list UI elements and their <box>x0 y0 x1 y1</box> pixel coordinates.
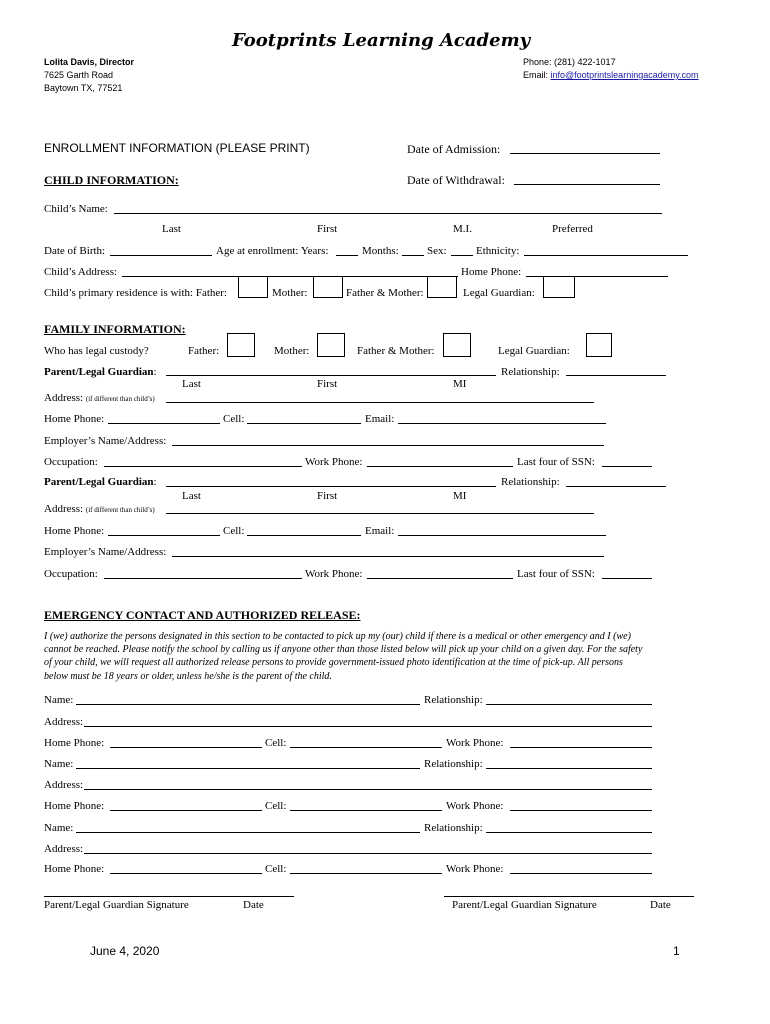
parent1-relationship-label: Relationship: <box>501 366 560 378</box>
sub-label-mi: M.I. <box>453 223 472 235</box>
parent1-relationship-field[interactable] <box>566 375 666 376</box>
residence-father-mother-checkbox[interactable] <box>427 276 457 298</box>
child-address-label: Child’s Address: <box>44 266 118 278</box>
parent2-label: Parent/Legal Guardian: <box>44 476 157 488</box>
date-admission-field[interactable] <box>510 153 660 154</box>
custody-father-checkbox[interactable] <box>227 333 255 357</box>
contact3-relationship-field[interactable] <box>486 832 652 833</box>
signature-date-label-2: Date <box>650 899 671 911</box>
contact2-name-field[interactable] <box>76 768 420 769</box>
residence-mother-checkbox[interactable] <box>313 276 343 298</box>
parent1-home-phone-field[interactable] <box>108 423 220 424</box>
contact3-cell-field[interactable] <box>290 873 442 874</box>
parent2-employer-label: Employer’s Name/Address: <box>44 546 167 558</box>
parent1-home-phone-label: Home Phone: <box>44 413 105 425</box>
phone-number: Phone: (281) 422-1017 <box>523 57 616 67</box>
contact1-address-field[interactable] <box>84 726 652 727</box>
enrollment-heading: ENROLLMENT INFORMATION (PLEASE PRINT) <box>44 141 310 155</box>
email-label: Email: <box>523 70 551 80</box>
parent1-cell-label: Cell: <box>223 413 245 425</box>
age-years-field[interactable] <box>336 255 358 256</box>
contact2-relationship-label: Relationship: <box>424 758 483 770</box>
parent1-sub-first: First <box>317 378 338 390</box>
contact3-name-label: Name: <box>44 822 74 834</box>
contact3-work-phone-label: Work Phone: <box>446 863 504 875</box>
parent2-home-phone-field[interactable] <box>108 535 220 536</box>
parent1-sub-last: Last <box>182 378 201 390</box>
date-withdrawal-field[interactable] <box>514 184 660 185</box>
contact1-home-phone-label: Home Phone: <box>44 737 105 749</box>
parent1-ssn-label: Last four of SSN: <box>517 456 595 468</box>
contact2-address-label: Address: <box>44 779 84 791</box>
custody-label: Who has legal custody? <box>44 345 149 357</box>
parent1-email-label: Email: <box>365 413 395 425</box>
child-name-label: Child’s Name: <box>44 203 108 215</box>
contact1-cell-label: Cell: <box>265 737 287 749</box>
contact2-work-phone-label: Work Phone: <box>446 800 504 812</box>
contact2-relationship-field[interactable] <box>486 768 652 769</box>
custody-mother-checkbox[interactable] <box>317 333 345 357</box>
parent2-cell-label: Cell: <box>223 525 245 537</box>
contact3-home-phone-label: Home Phone: <box>44 863 105 875</box>
dob-field[interactable] <box>110 255 212 256</box>
residence-father-mother-label: Father & Mother: <box>346 287 424 299</box>
sub-label-first: First <box>317 223 338 235</box>
parent2-work-phone-label: Work Phone: <box>305 568 363 580</box>
parent2-email-label: Email: <box>365 525 395 537</box>
parent1-work-phone-label: Work Phone: <box>305 456 363 468</box>
page-number: 1 <box>673 944 680 958</box>
parent2-address-field[interactable] <box>166 513 594 514</box>
contact1-work-phone-label: Work Phone: <box>446 737 504 749</box>
contact1-relationship-field[interactable] <box>486 704 652 705</box>
ethnicity-label: Ethnicity: <box>476 245 520 257</box>
emergency-heading: EMERGENCY CONTACT AND AUTHORIZED RELEASE: <box>44 608 361 622</box>
contact1-home-phone-field[interactable] <box>110 747 262 748</box>
sub-label-last: Last <box>162 223 181 235</box>
sex-label: Sex: <box>427 245 447 257</box>
contact1-cell-field[interactable] <box>290 747 442 748</box>
parent1-ssn-field[interactable] <box>602 466 652 467</box>
parent2-work-phone-field[interactable] <box>367 578 513 579</box>
contact2-cell-label: Cell: <box>265 800 287 812</box>
address-line-1: 7625 Garth Road <box>44 70 114 80</box>
signature-line-1[interactable] <box>44 896 294 897</box>
email-line <box>523 69 699 81</box>
parent2-cell-field[interactable] <box>247 535 361 536</box>
parent1-employer-label: Employer’s Name/Address: <box>44 435 167 447</box>
parent1-label: Parent/Legal Guardian: <box>44 366 157 378</box>
custody-guardian-label: Legal Guardian: <box>498 345 570 357</box>
signature-label-2: Parent/Legal Guardian Signature <box>452 899 597 911</box>
custody-mother-label: Mother: <box>274 345 310 357</box>
months-label: Months: <box>362 245 399 257</box>
dob-label: Date of Birth: <box>44 245 106 257</box>
contact2-home-phone-label: Home Phone: <box>44 800 105 812</box>
parent2-email-field[interactable] <box>398 535 606 536</box>
parent1-address-label: Address: (if different than child’s) <box>44 392 155 404</box>
parent2-sub-last: Last <box>182 490 201 502</box>
parent1-cell-field[interactable] <box>247 423 361 424</box>
parent1-sub-mi: MI <box>453 378 467 390</box>
signature-line-2[interactable] <box>444 896 694 897</box>
contact2-name-label: Name: <box>44 758 74 770</box>
child-name-field[interactable] <box>114 213 662 214</box>
contact1-address-label: Address: <box>44 716 84 728</box>
contact3-address-field[interactable] <box>84 853 652 854</box>
footer-date: June 4, 2020 <box>90 944 160 958</box>
residence-label: Child’s primary residence is with: Father: <box>44 287 227 299</box>
parent2-occupation-label: Occupation: <box>44 568 98 580</box>
parent2-ssn-field[interactable] <box>602 578 652 579</box>
parent1-employer-field[interactable] <box>172 445 604 446</box>
parent2-sub-first: First <box>317 490 338 502</box>
age-label: Age at enrollment: Years: <box>216 245 329 257</box>
parent1-name-field[interactable] <box>166 375 496 376</box>
months-field[interactable] <box>402 255 424 256</box>
contact3-home-phone-field[interactable] <box>110 873 262 874</box>
date-admission-label: Date of Admission: <box>407 142 501 156</box>
residence-mother-label: Mother: <box>272 287 308 299</box>
parent1-email-field[interactable] <box>398 423 606 424</box>
contact2-home-phone-field[interactable] <box>110 810 262 811</box>
parent2-employer-field[interactable] <box>172 556 604 557</box>
signature-date-label-1: Date <box>243 899 264 911</box>
contact2-cell-field[interactable] <box>290 810 442 811</box>
parent2-name-field[interactable] <box>166 486 496 487</box>
page-title: Footprints Learning Academy <box>232 30 531 51</box>
parent1-occupation-label: Occupation: <box>44 456 98 468</box>
custody-guardian-checkbox[interactable] <box>586 333 612 357</box>
contact3-cell-label: Cell: <box>265 863 287 875</box>
emergency-paragraph-4: below must be 18 years or older, unless he/she is the parent of the child. <box>44 671 332 682</box>
family-info-heading: FAMILY INFORMATION: <box>44 322 186 336</box>
address-line-2: Baytown TX, 77521 <box>44 83 123 93</box>
parent2-home-phone-label: Home Phone: <box>44 525 105 537</box>
contact1-name-field[interactable] <box>76 704 420 705</box>
parent1-occupation-field[interactable] <box>104 466 302 467</box>
contact3-work-phone-field[interactable] <box>510 873 652 874</box>
parent2-relationship-label: Relationship: <box>501 476 560 488</box>
parent2-relationship-field[interactable] <box>566 486 666 487</box>
signature-label-1: Parent/Legal Guardian Signature <box>44 899 189 911</box>
contact3-address-label: Address: <box>44 843 84 855</box>
emergency-paragraph-3: of your child, we will request all authorized release persons to provide government-issued photo identification at the time of pick-up. All persons <box>44 657 623 668</box>
contact2-work-phone-field[interactable] <box>510 810 652 811</box>
custody-father-mother-checkbox[interactable] <box>443 333 471 357</box>
parent2-sub-mi: MI <box>453 490 467 502</box>
email-link[interactable]: info@footprintslearningacademy.com <box>550 70 699 80</box>
parent2-address-label: Address: (if different than child’s) <box>44 503 155 515</box>
contact1-relationship-label: Relationship: <box>424 694 483 706</box>
child-info-heading: CHILD INFORMATION: <box>44 173 179 187</box>
parent1-work-phone-field[interactable] <box>367 466 513 467</box>
emergency-paragraph-2: cannot be reached. Please notify the school by calling us if anyone other than those listed below will pick up your child on a given day. For the safety <box>44 644 643 655</box>
director-name: Lolita Davis, Director <box>44 57 135 67</box>
ethnicity-field[interactable] <box>524 255 688 256</box>
residence-guardian-checkbox[interactable] <box>543 276 575 298</box>
contact3-relationship-label: Relationship: <box>424 822 483 834</box>
contact1-name-label: Name: <box>44 694 74 706</box>
emergency-paragraph-1: I (we) authorize the persons designated in this section to be contacted to pick up my (our) child if there is a medical or other emergency and I (we) <box>44 631 631 642</box>
date-withdrawal-label: Date of Withdrawal: <box>407 173 505 187</box>
custody-father-label: Father: <box>188 345 220 357</box>
parent1-address-field[interactable] <box>166 402 594 403</box>
contact1-work-phone-field[interactable] <box>510 747 652 748</box>
residence-father-checkbox[interactable] <box>238 276 268 298</box>
residence-guardian-label: Legal Guardian: <box>463 287 535 299</box>
custody-father-mother-label: Father & Mother: <box>357 345 435 357</box>
parent2-ssn-label: Last four of SSN: <box>517 568 595 580</box>
sub-label-preferred: Preferred <box>552 223 593 235</box>
sex-field[interactable] <box>451 255 473 256</box>
contact3-name-field[interactable] <box>76 832 420 833</box>
child-home-phone-label: Home Phone: <box>461 266 522 278</box>
parent2-occupation-field[interactable] <box>104 578 302 579</box>
child-address-field[interactable] <box>122 276 458 277</box>
contact2-address-field[interactable] <box>84 789 652 790</box>
